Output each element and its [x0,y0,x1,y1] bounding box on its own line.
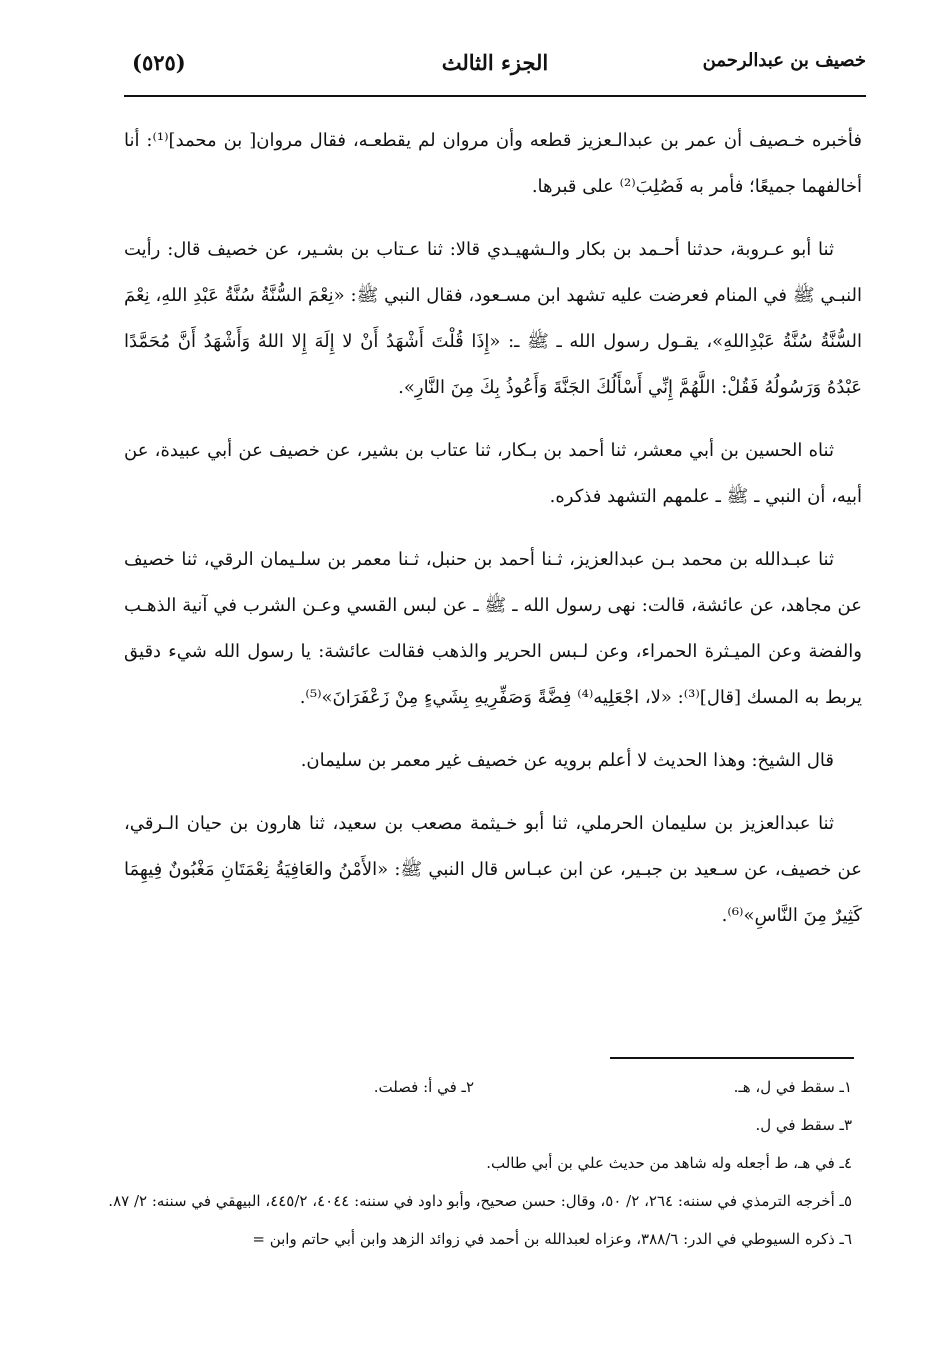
running-title: خصيف بن عبدالرحمن [702,50,866,71]
main-text [124,118,862,956]
paragraph: ثناه الحسين بن أبي معشر، ثنا أحمد بن بـكار، ثنا عتاب بن بشير، عن خصيف عن أبي عبيدة، عن أبيه، أن النبي ـ ﷺ ـ علمهم التشهد فذكره. [124,440,862,507]
footnote-5: ٥ـ أخرجه الترمذي في سننه: ٢٦٤، ٢/ ٥٠، وقال: حسن صحيح، وأبو داود في سننه: ٤٠٤٤، ٤٤٥/٢، البيهقي في سننه: ٢/ ٨٧. [108,1192,852,1210]
footnote-4: ٤ـ في هـ، ط أجعله وله شاهد من حديث علي بن أبي طالب. [486,1154,852,1172]
paragraph: ثنا عبـدالله بن محمد بـن عبدالعزيز، ثـنا أحمد بن حنبل، ثـنا معمر بن سلـيمان الرقي، ثنا خصيف عن مجاهد، عن عائشة، قالت: نهى رسول الله ـ ﷺ ـ عن لبس القسي وعـن الشرب في آنية الذهـب والفضة وعن الميـثرة الحمراء، وعن لـبس الحرير والذهب فقالت عائشة: يا رسول الله شيء دقيق يربط به المسك [قال]⁽³⁾: «لا، اجْعَلِيه⁽⁴⁾ فِضَّةً وَصَفِّرِيهِ بِشَيءٍ مِنْ زَعْفَرَانَ»⁽⁵⁾. [124,549,862,708]
header-divider [124,95,866,97]
paragraph: فأخبره خـصيف أن عمر بن عبدالـعزيز قطعه وأن مروان لم يقطعـه، فقال مروان[ بن محمد]⁽¹⁾: أنا أخالفهما جميعًا؛ فأمر به فَصُلِبَ⁽²⁾ على قبرها. [124,130,863,197]
footnote-divider [610,1057,854,1059]
paragraph: ثنا عبدالعزيز بن سليمان الحرملي، ثنا أبو خـيثمة مصعب بن سعيد، ثنا هارون بن حيان الـرقي، عن خصيف، عن سـعيد بن جبـير، عن ابن عبـاس قال النبي ﷺ: «الأَمْنُ والعَافِيَةُ نِعْمَتَانِ مَغْبُونٌ فِيهِمَا كَثِيرٌ مِنَ النَّاسِ»⁽⁶⁾. [124,813,862,926]
footnotes [96,1068,852,1258]
footnote-row [96,1068,852,1106]
volume-title: الجزء الثالث [441,50,549,75]
page-number: (٥٢٥) [132,50,186,75]
footnote-2: ٢ـ في أ: فصلت. [373,1078,474,1096]
footnote-6: ٦ـ ذكره السيوطي في الدر: ٣٨٨/٦، وعزاه لعبدالله بن أحمد في زوائد الزهد وابن أبي حاتم وابن = [252,1230,852,1248]
paragraph: قال الشيخ: وهذا الحديث لا أعلم برويه عن خصيف غير معمر بن سليمان. [300,750,834,771]
paragraph: ثنا أبو عـروبة، حدثنا أحـمد بن بكار والـشهيـدي قالا: ثنا عـتاب بن بشـير، عن خصيف قال: رأيت النبـي ﷺ في المنام فعرضت عليه تشهد ابن مسـعود، فقال النبي ﷺ: «نِعْمَ السُّنَّةُ سُنَّةُ عَبْدِ اللهِ، نِعْمَ السُّنَّةُ سُنَّةُ عَبْدِاللهِ»، يقـول رسول الله ـ ﷺ ـ: «إِذَا قُلْتَ أَشْهَدُ أَنْ لا إِلَهَ إِلا اللهُ وَأَشْهَدُ أَنَّ مُحَمَّدًا عَبْدُهُ وَرَسُولُهُ فَقُلْ: اللَّهُمَّ إِنِّي أَسْأَلُكَ الجَنَّةَ وَأَعُوذُ بِكَ مِنَ النَّارِ». [124,239,862,398]
page-header [124,44,866,92]
footnote-3: ٣ـ سقط في ل. [755,1116,852,1134]
footnote-1: ١ـ سقط في ل، هـ. [733,1078,852,1096]
